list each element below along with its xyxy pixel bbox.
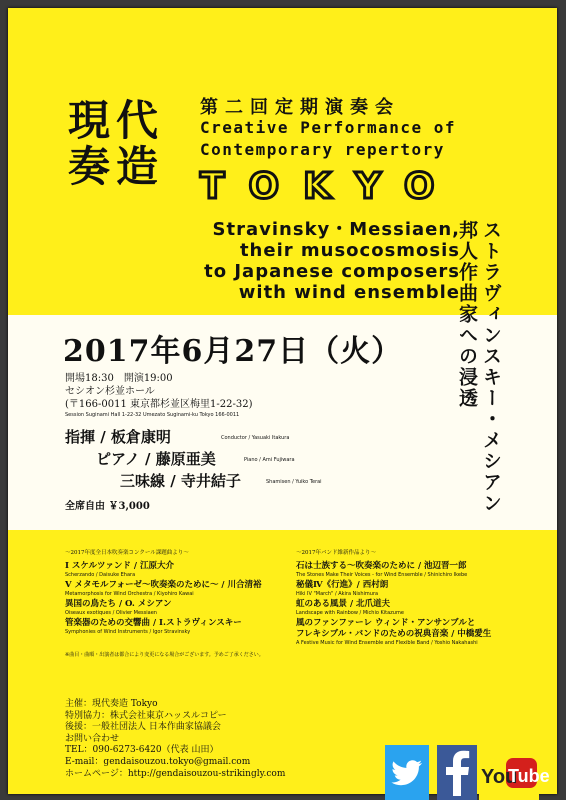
event-time: 開場18:30 開演19:00 (65, 373, 173, 384)
youtube-tube-text: Tube (508, 765, 550, 786)
program-list-left (65, 548, 290, 637)
twitter-icon (391, 759, 423, 787)
program-item-en: Scherzando / Daisuke Ehara (65, 572, 136, 578)
credit-tel: TEL：090-6273-6420（代表 山田） (65, 745, 219, 756)
program-title-ja-2: 邦人作曲家への浸透 (456, 220, 478, 409)
youtube-you-text: You (481, 765, 518, 788)
program-item: フレキシブル・バンドのための祝典音楽 / 中橋愛生 (296, 629, 492, 639)
logo-line-2: 奏造 (68, 142, 165, 191)
program-title-ja-1: ストラヴィンスキー・メシアン (480, 220, 502, 514)
program-item: Ⅴ メタモルフォーゼ〜吹奏楽のために〜 / 川合清裕 (65, 580, 262, 590)
program-title-line: Stravinsky・Messiaen, (212, 219, 460, 240)
facebook-icon (445, 750, 469, 796)
credit-email[interactable]: E-mail：gendaisouzou.tokyo@gmail.com (65, 756, 251, 767)
facebook-button[interactable] (437, 745, 477, 800)
program-list-right (296, 548, 551, 648)
program-item-en: The Stones Make Their Voices - for Wind Ensemble / Shinichiro Ikebe (296, 572, 468, 578)
credit-support: 後援：一般社団法人 日本作曲家協議会 (65, 722, 221, 733)
program-item: 秘儀Ⅳ《行進》/ 西村朗 (296, 580, 389, 590)
credit-cooperation: 特別協力：株式会社東京ハッスルコピー (65, 710, 227, 721)
performer-shamisen: 三味線 / 寺井結子 (120, 472, 241, 490)
program-item-en: Landscape with Rainbow / Michio Kitazume (296, 610, 404, 616)
performer-shamisen-en: Shamisen / Yuiko Terai (266, 479, 322, 485)
performer-piano-en: Piano / Ami Fujiwara (244, 457, 295, 463)
event-address: (〒166-0011 東京都杉並区梅里1-22-32) (65, 399, 253, 410)
poster (8, 8, 557, 794)
series-title: 第二回定期演奏会 (200, 97, 400, 118)
program-item: 石は士族する〜吹奏楽のために / 池辺晋一郎 (296, 561, 467, 571)
credit-homepage[interactable]: ホームページ：http://gendaisouzou-strikingly.com (65, 768, 286, 779)
logo-line-1: 現代 (68, 96, 165, 145)
program-title-en (100, 219, 460, 303)
tokyo-title: TOKYO (200, 166, 459, 207)
credits (65, 699, 285, 780)
series-title-en-1: Creative Performance of (200, 118, 457, 137)
performer-piano: ピアノ / 藤原亜美 (96, 450, 216, 468)
program-header: 〜2017年度全日本吹奏楽コンクール課題曲より〜 (65, 550, 189, 556)
credit-organizer: 主催：現代奏造 Tokyo (65, 699, 158, 709)
program-title-line: to Japanese composers (204, 261, 460, 282)
credit-contact: お問い合わせ (65, 733, 120, 744)
program-item-en: Symphonies of Wind Instruments / Igor Stravinsky (65, 629, 191, 635)
performer-conductor: 指揮 / 板倉康明 (65, 428, 171, 446)
program-item-en: A Festive Music for Wind Ensemble and Flexible Band / Yoshio Nakahashi (296, 640, 478, 646)
program-item-en: Hiki IV "March" / Akira Nishimura (296, 591, 379, 597)
twitter-button[interactable] (385, 745, 429, 800)
logo (68, 98, 164, 190)
program-item: 異国の鳥たち / O. メシアン (65, 599, 172, 609)
youtube-button[interactable] (479, 745, 550, 800)
program-item: 風のファンファーレ ウィンド・アンサンブルと (296, 618, 476, 628)
footnote: ※曲目・曲順・出演者は都合により変更になる場合がございます。予めご了承ください。 (65, 652, 264, 658)
program-title-line: with wind ensemble (238, 282, 460, 303)
program-item: Ⅰ スケルツァンド / 江原大介 (65, 561, 174, 571)
youtube-icon (480, 756, 550, 790)
performer-conductor-en: Conductor / Yasuaki Itakura (221, 435, 290, 441)
event-date: 2017年6月27日（火） (63, 334, 403, 369)
event-venue: セシオン杉並ホール (65, 386, 155, 397)
program-item-en: Oiseaux exotiques / Olivier Messiaen (65, 610, 157, 616)
program-item: 虹のある風景 / 北爪道夫 (296, 599, 391, 609)
program-header: 〜2017年バンド維新作品より〜 (296, 550, 376, 556)
series-title-en-2: Contemporary repertory (200, 140, 445, 159)
event-address-en: Session Suginami Hall 1-22-32 Umezato Suginami-ku Tokyo 166-0011 (65, 412, 240, 418)
program-item: 管楽器のための交響曲 / I.ストラヴィンスキー (65, 618, 242, 628)
ticket-price: 全席自由 ￥3,000 (65, 501, 150, 512)
program-title-line: their musocosmosis (239, 240, 460, 261)
program-item-en: Metamorphosis for Wind Orchestra / Kiyohiro Kawai (65, 591, 194, 597)
